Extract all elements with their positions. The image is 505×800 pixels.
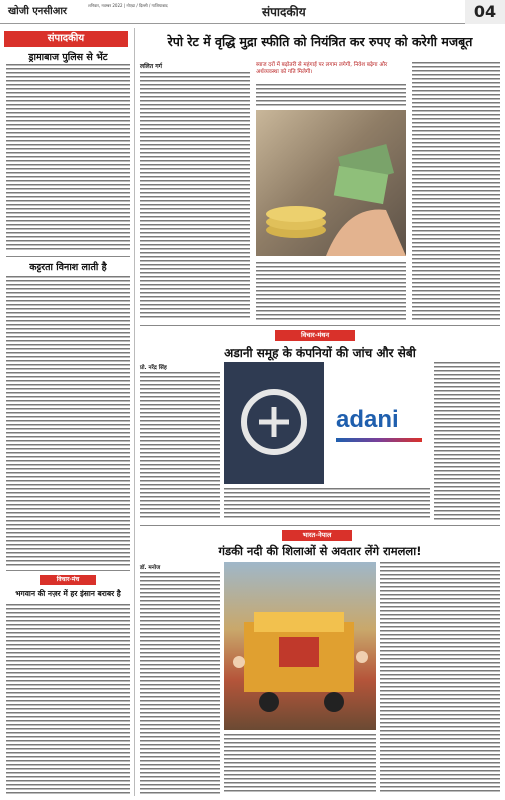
divider <box>6 256 130 257</box>
adani-left-text <box>140 372 220 520</box>
coins-hand-illustration <box>256 110 406 256</box>
truck-procession-illustration <box>224 562 376 730</box>
ganga-headline: गंडकी नदी की शिलाओं से अवतार लेंगे रामलला! <box>218 544 422 558</box>
section-title: संपादकीय <box>262 5 306 19</box>
adani-label: विचार-मंथन <box>275 330 355 341</box>
masthead <box>0 0 505 24</box>
adani-logo-swoosh-icon <box>336 438 422 442</box>
main-right-column-text <box>412 62 500 320</box>
divider <box>140 325 500 326</box>
editorial-headline: ड्रामाबाज पुलिस से भेंट <box>28 52 108 63</box>
adani-caption-text <box>224 488 430 520</box>
adani-headline: अडानी समूह के कंपनियों की जांच और सेबी <box>224 346 416 360</box>
main-intro-lines <box>256 84 406 106</box>
second-body-text <box>6 276 130 566</box>
adani-byline: प्रो. नरेंद्र सिंह <box>140 365 167 371</box>
third-headline: भगवान की नज़र में हर इंसान बराबर है <box>15 589 121 598</box>
ganga-label: भारत-नेपाल <box>282 530 352 541</box>
main-left-column-text <box>140 72 250 320</box>
main-intro-text: ब्याज दरों में बढ़ोतरी से महंगाई पर लगाम लगेगी, निवेश बढ़ेगा और अर्थव्यवस्था को गति मिलेगी। <box>256 62 388 75</box>
money-photo <box>256 110 406 256</box>
ganga-left-text <box>140 572 220 794</box>
ganga-caption-text <box>224 734 376 794</box>
issue-info: शनिवार, नवम्बर 2022 | नोएडा / दिल्ली / गाजियाबाद <box>88 3 168 8</box>
second-headline: कट्टरता विनाश लाती है <box>29 262 107 273</box>
page-number: 04 <box>465 0 505 24</box>
vichar-label: विचार-मंच <box>40 575 96 585</box>
newspaper-name: खोजी एनसीआर <box>8 6 68 17</box>
adani-logo: adani <box>336 406 399 433</box>
photo-caption-text <box>256 262 406 320</box>
procession-photo <box>224 562 376 730</box>
editorial-body-text <box>6 64 130 252</box>
third-body-text <box>6 604 130 794</box>
adani-right-text <box>434 362 500 520</box>
divider <box>6 570 130 571</box>
divider <box>140 525 500 526</box>
ganga-byline: डॉ. मनोज <box>140 565 161 571</box>
ganga-right-text <box>380 562 500 794</box>
sebi-logo-icon <box>224 362 430 484</box>
main-byline: ललित गर्ग <box>140 63 162 70</box>
editorial-banner: संपादकीय <box>4 31 128 47</box>
column-divider <box>134 28 135 796</box>
main-headline: रेपो रेट में वृद्धि मुद्रा स्फीति को नियंत्रित कर रुपए को करेगी मजबूत <box>167 34 473 49</box>
sebi-adani-photo <box>224 362 430 484</box>
